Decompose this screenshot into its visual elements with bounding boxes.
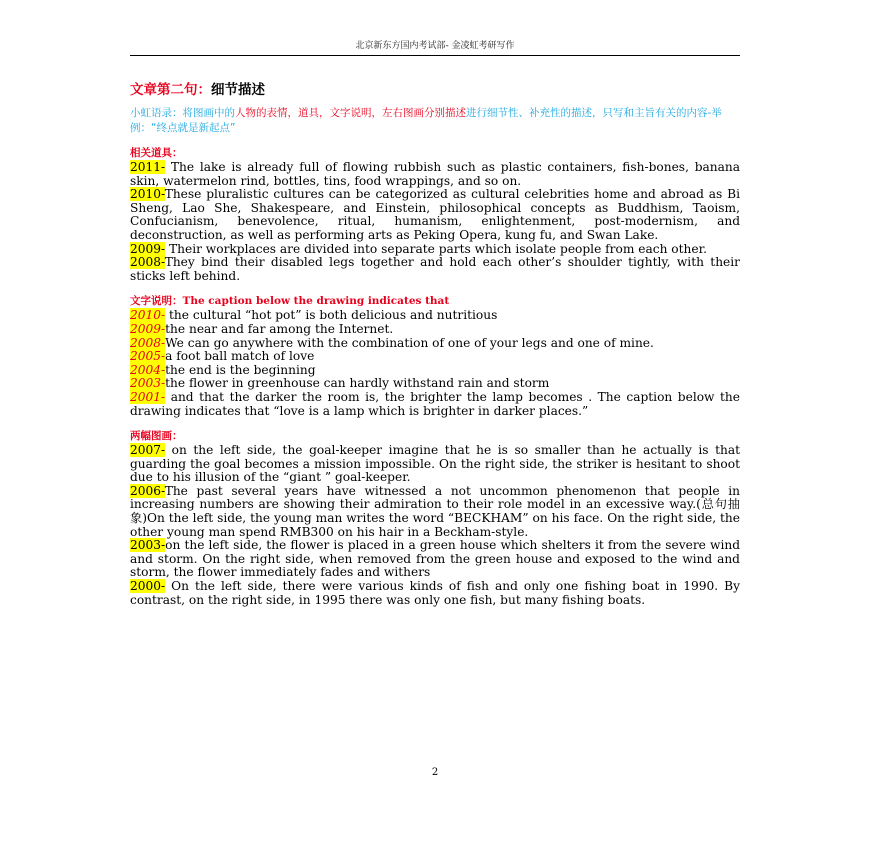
item-text: They bind their disabled legs together and hold each other’s shoulder tightly, with their sticks left behind. [130, 255, 740, 283]
list-item [130, 485, 740, 539]
item-text: the near and far among the Internet. [165, 321, 394, 336]
list-item [130, 539, 740, 580]
year-label: 2004- [130, 362, 166, 377]
year-label: 2008- [130, 335, 166, 350]
year-label: 2000- [130, 579, 166, 594]
list-item [130, 350, 740, 364]
list-item [130, 580, 740, 607]
list-item [130, 188, 740, 242]
list-item [130, 377, 740, 391]
list-item [130, 444, 740, 485]
list-item [130, 309, 740, 323]
section-heading: 相关道具： [130, 147, 183, 159]
intro-part-2: 人物的表情，道具，文字说明，左右图画分别描述 [235, 107, 466, 119]
list-item [130, 391, 740, 418]
year-label: 2007- [130, 443, 166, 458]
intro-part-1: 小虹语录：将图画中的 [130, 107, 235, 119]
section-heading [130, 294, 740, 309]
page-header: 北京新东方国内考试部- 金凌虹考研写作 [355, 41, 515, 51]
year-label: 2009- [130, 321, 166, 336]
year-label: 2001- [130, 389, 166, 404]
item-text: The lake is already full of flowing rubbish such as plastic containers, fish-bones, banana skin, watermelon rind, bottles, tins, food wrappings, and so on. [130, 160, 740, 188]
year-label: 2011- [130, 160, 166, 174]
year-label: 2006- [130, 483, 165, 498]
list-item [130, 243, 740, 257]
year-label: 2005- [130, 349, 166, 364]
section-heading-cn: 文字说明： [130, 295, 183, 308]
section-heading: 两幅图画： [130, 430, 183, 443]
section-captions [130, 294, 740, 418]
item-text: The past several years have witnessed a not uncommon phenomenon that people in increasing numbers are showing their admiration to their role model in an excessive way.(总句抽象)On the left side, the young man writes the word “BECKHAM” on his face. On the right side, the other young man spend RMB300 on his hair in a Beckham-style. [130, 483, 740, 539]
item-text: a foot ball match of love [165, 349, 315, 364]
year-label: 2003- [130, 376, 166, 391]
section-heading-en: The caption below the drawing indicates that [182, 295, 450, 308]
page-number: 2 [431, 767, 439, 778]
intro-part-3: 进行细节性、补充性的描述，只写和主旨有关的内容-举例：“终点就是新起点” [130, 107, 722, 134]
header-rule [130, 55, 740, 56]
item-text: On the left side, there were various kinds of fish and only one fishing boat in 1990. By contrast, on the right side, in 1995 there was only one fish, but many fishing boats. [130, 579, 740, 607]
year-label: 2003- [130, 538, 166, 553]
list-item [130, 337, 740, 351]
item-text: the cultural “hot pot” is both delicious and nutritious [165, 308, 498, 323]
year-label: 2010- [130, 308, 166, 323]
section-two-pictures [130, 429, 740, 607]
item-text: the flower in greenhouse can hardly withstand rain and storm [165, 376, 550, 391]
list-item [130, 161, 740, 188]
title-prefix: 文章第二句： [130, 82, 211, 98]
title-text: 细节描述 [211, 82, 265, 98]
item-text: on the left side, the goal-keeper imagine that he is so smaller than he actually is that guarding the goal becomes a mission impossible. On the right side, the striker is hesitant to shoot due to his illusion of the “giant ” goal-keeper. [130, 443, 740, 485]
document-body [130, 78, 740, 618]
year-label: 2008- [130, 255, 165, 270]
section-title [130, 78, 740, 98]
item-text: Their workplaces are divided into separate parts which isolate people from each other. [165, 241, 707, 256]
section-props [130, 146, 740, 283]
year-label: 2009- [130, 241, 166, 256]
intro-note [130, 106, 740, 136]
item-text: These pluralistic cultures can be categorized as cultural celebrities home and abroad as Bi Sheng, Lao She, Shakespeare, and Einstein, philosophical concepts as Buddhism, Taoism, Confucianism, benevolence, ritual, humanism, enlightenment, post-modernism, and deconstruction, as well as performing arts as Peking Opera, kung fu, and Swan Lake. [130, 187, 740, 242]
list-item [130, 364, 740, 378]
list-item [130, 256, 740, 283]
item-text: and that the darker the room is, the brighter the lamp becomes . The caption below the drawing indicates that “love is a lamp which is brighter in darker places.” [130, 389, 740, 418]
item-text: the end is the beginning [165, 362, 316, 377]
item-text: We can go anywhere with the combination of one of your legs and one of mine. [165, 335, 654, 350]
year-label: 2010- [130, 187, 165, 202]
list-item [130, 323, 740, 337]
item-text: on the left side, the flower is placed in a green house which shelters it from the severe wind and storm. On the right side, when removed from the green house and exposed to the wind and storm, the flower immediately fades and withers [130, 538, 740, 580]
